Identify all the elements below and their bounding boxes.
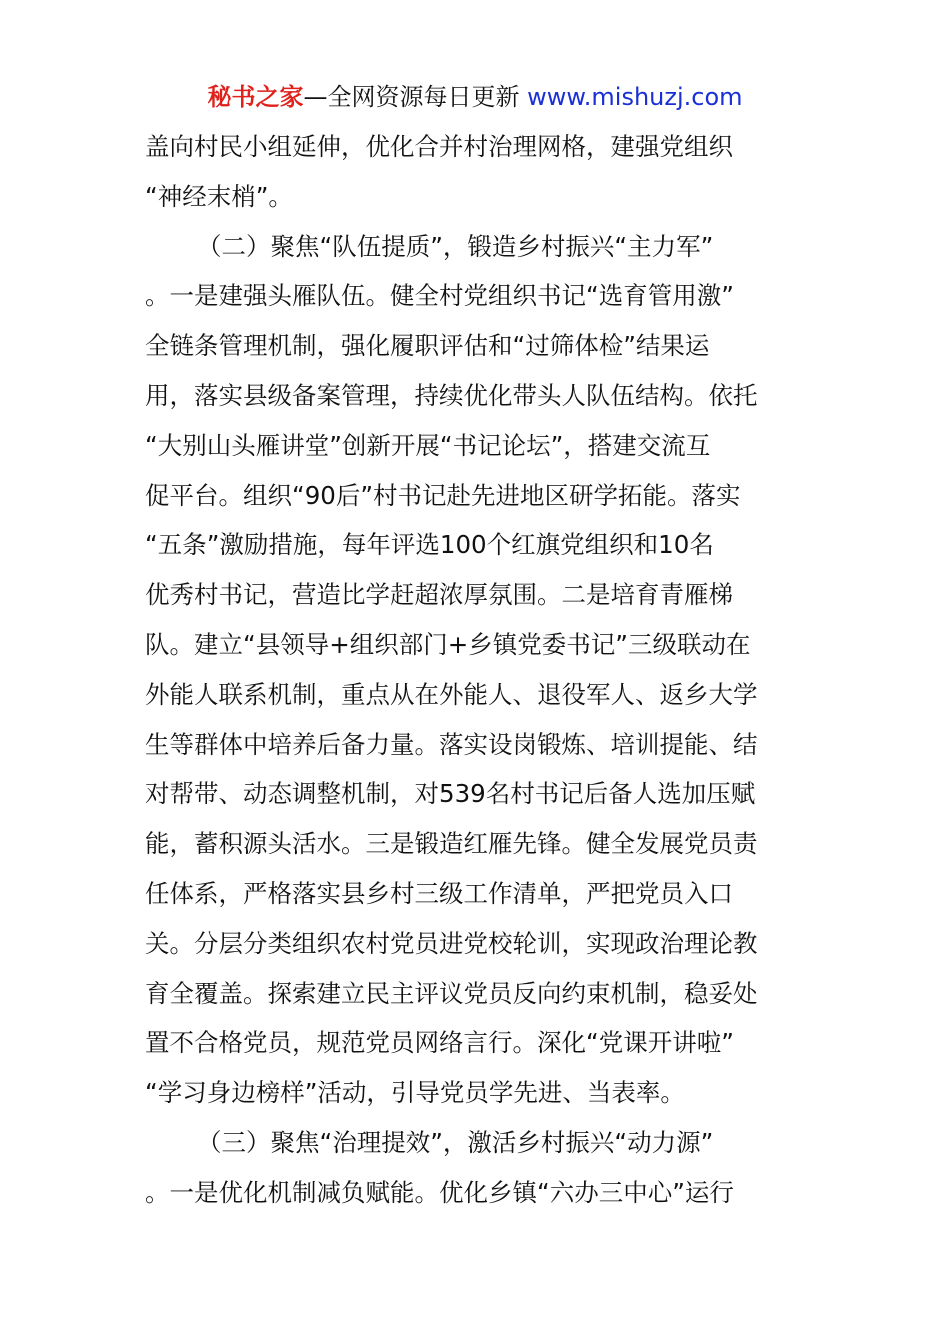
text-line: （三）聚焦“治理提效”，激活乡村振兴“动力源” [197, 1127, 714, 1157]
header-url[interactable]: www.mishuzj.com [527, 83, 743, 111]
text-line: 队。建立“县领导+组织部门+乡镇党委书记”三级联动在 [145, 629, 751, 659]
text-line: 优秀村书记，营造比学赶超浓厚氛围。二是培育青雁梯 [145, 580, 733, 610]
text-line: “神经末梢”。 [145, 181, 293, 211]
text-line: 用，落实县级备案管理，持续优化带头人队伍结构。依托 [145, 380, 758, 410]
header-tagline: —全网资源每日更新 [303, 83, 528, 111]
text-line: 能，蓄积源头活水。三是锻造红雁先锋。健全发展党员责 [145, 829, 758, 859]
document-body [145, 122, 810, 1218]
text-line: 全链条管理机制，强化履职评估和“过筛体检”结果运 [145, 331, 710, 361]
text-line: “大别山头雁讲堂”创新开展“书记论坛”，搭建交流互 [145, 430, 711, 460]
text-line: 外能人联系机制，重点从在外能人、退役军人、返乡大学 [145, 679, 758, 709]
page-header [0, 80, 950, 114]
text-line: “学习身边榜样”活动，引导党员学先进、当表率。 [145, 1078, 685, 1108]
text-line: （二）聚焦“队伍提质”，锻造乡村振兴“主力军” [197, 231, 714, 261]
text-line: “五条”激励措施，每年评选100个红旗党组织和10名 [145, 530, 714, 560]
text-line: 置不合格党员，规范党员网络言行。深化“党课开讲啦” [145, 1028, 734, 1058]
text-line: 盖向村民小组延伸，优化合并村治理网格，建强党组织 [145, 132, 733, 161]
text-line: 关。分层分类组织农村党员进党校轮训，实现政治理论教 [145, 928, 758, 958]
text-line: 。一是优化机制减负赋能。优化乡镇“六办三中心”运行 [145, 1177, 734, 1207]
text-line: 对帮带、动态调整机制，对539名村书记后备人选加压赋 [145, 779, 756, 809]
text-line: 促平台。组织“90后”村书记赴先进地区研学拓能。落实 [145, 480, 741, 510]
text-line: 生等群体中培养后备力量。落实设岗锻炼、培训提能、结 [145, 729, 758, 759]
text-line: 任体系，严格落实县乡村三级工作清单，严把党员入口 [145, 878, 733, 908]
header-brand: 秘书之家 [207, 83, 304, 111]
text-line: 育全覆盖。探索建立民主评议党员反向约束机制，稳妥处 [145, 978, 758, 1008]
text-line: 。一是建强头雁队伍。健全村党组织书记“选育管用激” [145, 281, 734, 311]
